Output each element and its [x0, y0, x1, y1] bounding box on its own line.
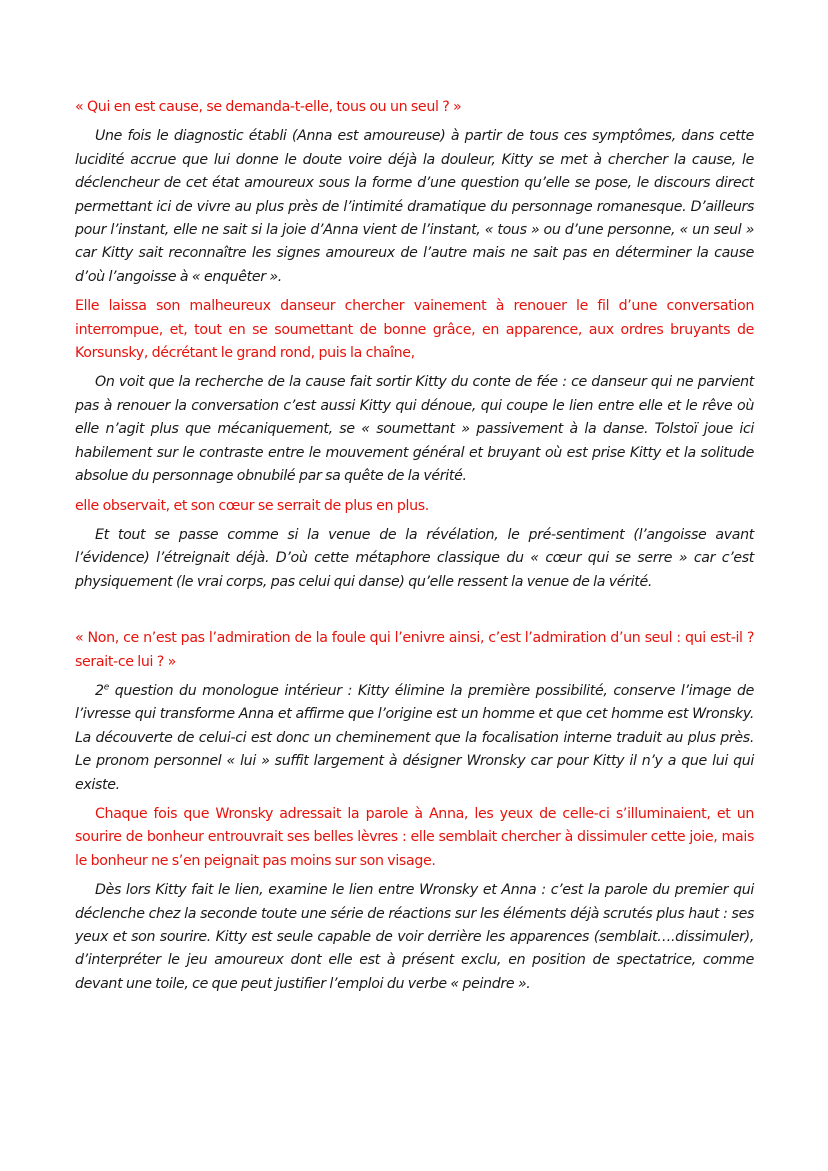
- spacer: [75, 594, 754, 627]
- document-page: [75, 96, 754, 996]
- commentary-5: Dès lors Kitty fait le lien, examine le lien entre Wronsky et Anna : c’est la parole du premier qui déclenche chez la seconde toute une série de réactions sur les éléments déjà scrutés plus haut : ses yeux et son sourire. Kitty est seule capable de voir derrière les apparences (semblait….dissimuler), d’interpréter le jeu amoureux dont elle est à présent exclu, en position de spectatrice, comme devant une toile, ce que peut justifier l’emploi du verbe « peindre ».: [75, 882, 754, 992]
- ordinal-suffix: e: [103, 682, 109, 693]
- ordinal-number: 2: [95, 682, 104, 699]
- quote-3: elle observait, et son cœur se serrait de plus en plus.: [75, 497, 429, 514]
- commentary-1: Une fois le diagnostic établi (Anna est amoureuse) à partir de tous ces symptômes, dans cette lucidité accrue que lui donne le doute voire déjà la douleur, Kitty se met à chercher la cause, le déclencheur de cet état amoureux sous la forme d’une question qu’elle se pose, le discours direct permettant ici de vivre au plus près de l’intimité dramatique du personnage romanesque. D’ailleurs pour l’instant, elle ne sait si la joie d’Anna vient de l’instant, « tous » ou d’une personne, « un seul » car Kitty sait reconnaître les signes amoureux de l’autre mais ne sait pas en déterminer la cause d’où l’angoisse à « enquêter ».: [75, 128, 754, 285]
- quote-1: « Qui en est cause, se demanda-t-elle, tous ou un seul ? »: [75, 99, 462, 115]
- commentary-4: [75, 680, 754, 797]
- commentary-2: On voit que la recherche de la cause fait sortir Kitty du conte de fée : ce danseur qui ne parvient pas à renouer la conversation c’est aussi Kitty qui dénoue, qui coupe le lien entre elle et le rêve où elle n’agit plus que mécaniquement, se « soumettant » passivement à la danse. Tolstoï joue ici habilement sur le contraste entre le mouvement général et bruyant où est prise Kitty et la solitude absolue du personnage obnubilé par sa quête de la vérité.: [75, 374, 754, 485]
- quote-4: « Non, ce n’est pas l’admiration de la foule qui l’enivre ainsi, c’est l’admiration d’un seul : qui est-il ? serait-ce lui ? »: [75, 630, 754, 670]
- commentary-3: Et tout se passe comme si la venue de la révélation, le pré-sentiment (l’angoisse avant l’évidence) l’étreignait déjà. D’où cette métaphore classique du « cœur qui se serre » car c’est physiquement (le vrai corps, pas celui qui danse) qu’elle ressent la venue de la vérité.: [75, 526, 754, 590]
- quote-2: Elle laissa son malheureux danseur chercher vainement à renouer le fil d’une conversation interrompue, et, tout en se soumettant de bonne grâce, en apparence, aux ordres bruyants de Korsunsky, décrétant le grand rond, puis la chaîne,: [75, 298, 754, 362]
- commentary-4-text: question du monologue intérieur : Kitty élimine la première possibilité, conserve l’image de l’ivresse qui transforme Anna et affirme que l’origine est un homme et que cet homme est Wronsky. La découverte de celui-ci est donc un cheminement que la focalisation interne traduit au plus près. Le pronom personnel « lui » suffit largement à désigner Wronsky car pour Kitty il n’y a que lui qui existe.: [75, 682, 754, 793]
- quote-5: Chaque fois que Wronsky adressait la parole à Anna, les yeux de celle-ci s’illuminaient, et un sourire de bonheur entrouvrait ses belles lèvres : elle semblait chercher à dissimuler cette joie, mais le bonheur ne s’en peignait pas moins sur son visage.: [75, 805, 754, 869]
